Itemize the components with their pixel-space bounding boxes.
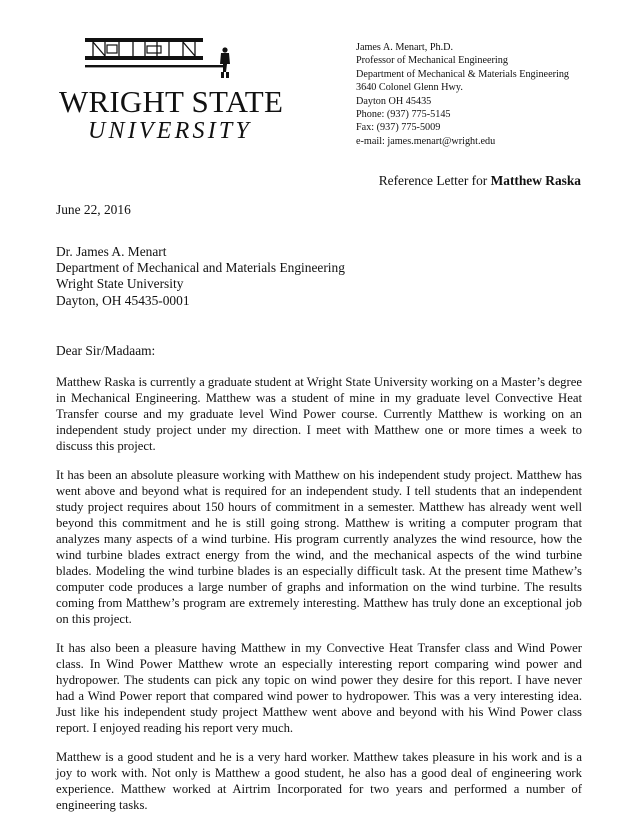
logo-wordmark-line1: WRIGHT STATE xyxy=(59,84,284,119)
salutation: Dear Sir/Madaam: xyxy=(56,343,156,358)
recipient-city: Dayton, OH 45435-0001 xyxy=(56,292,190,308)
recipient-address-block xyxy=(56,244,345,309)
reference-student-name: Matthew Raska xyxy=(490,173,581,188)
sender-address-block xyxy=(356,41,569,148)
sender-name: James A. Menart, Ph.D. xyxy=(356,42,454,53)
letter-body xyxy=(56,374,582,826)
sender-department: Department of Mechanical & Materials Engineering xyxy=(356,68,570,80)
logo-wordmark-line2: UNIVERSITY xyxy=(88,118,252,144)
sender-phone: Phone: (937) 775-5145 xyxy=(356,109,451,121)
body-paragraph-3: It has also been a pleasure having Matthew in my Convective Heat Transfer class and Wind Power class. In Wind Power Matthew wrote an especially interesting report comparing wind power and hydropower. The students can pick any topic on wind power they desire for this report. I have never had a Wind Power report that compared wind power to hydropower. This was a very interesting idea. Just like his independent study project Matthew went above and beyond with his Wind Power class report. I enjoyed reading his report very much. xyxy=(56,641,582,735)
reference-line xyxy=(379,173,581,189)
sender-email: e-mail: james.menart@wright.edu xyxy=(356,135,496,147)
recipient-university: Wright State University xyxy=(56,276,184,292)
sender-title: Professor of Mechanical Engineering xyxy=(356,55,508,67)
body-paragraph-1: Matthew Raska is currently a graduate student at Wright State University working on a Master’s degree in Mechanical Engineering. Matthew was a student of mine in my graduate level Convective Heat Transfer course and my graduate level Wind Power course. Currently Matthew is working on an independent study project under my direction. I meet with Matthew one or more times a week to discuss this project. xyxy=(56,375,582,453)
sender-fax: Fax: (937) 775-5009 xyxy=(356,122,441,134)
body-paragraph-4: Matthew is a good student and he is a very hard worker. Matthew takes pleasure in his work and is a joy to work with. Not only is Matthew a good student, he also has a good deal of engineering work experience. Matthew worked at Airtrim Incorporated for two years and performed a number of engineering tasks. xyxy=(56,750,582,812)
reference-prefix: Reference Letter for xyxy=(378,173,491,188)
letter-date: June 22, 2016 xyxy=(56,202,131,217)
recipient-name: Dr. James A. Menart xyxy=(56,244,167,259)
wright-flyer-icon xyxy=(85,36,245,82)
recipient-department: Department of Mechanical and Materials Engineering xyxy=(56,260,345,276)
sender-street: 3640 Colonel Glenn Hwy. xyxy=(356,82,463,94)
sender-city: Dayton OH 45435 xyxy=(356,95,432,107)
body-paragraph-2: It has been an absolute pleasure working with Matthew on his independent study project. Matthew has went above and beyond what is required for an independent study. I tell students that an independent study project requires about 150 hours of commitment in a semester. Matthew has already went well beyond this commitment and he is still going strong. Matthew is writing a computer program that analyzes many aspects of a wind turbine. His program currently analyzes the wind resource, how the wind turbine blades extract energy from the wind, and the mechanical aspects of the wind turbine blades. Modeling the wind turbine blades is an especially difficult task. At the present time Mathew’s computer code produces a large number of graphs and information on the wind turbine. The results coming from Matthew’s program are extremely interesting. Matthew has truly done an exceptional job on this project. xyxy=(56,468,582,626)
university-logo xyxy=(55,36,284,144)
